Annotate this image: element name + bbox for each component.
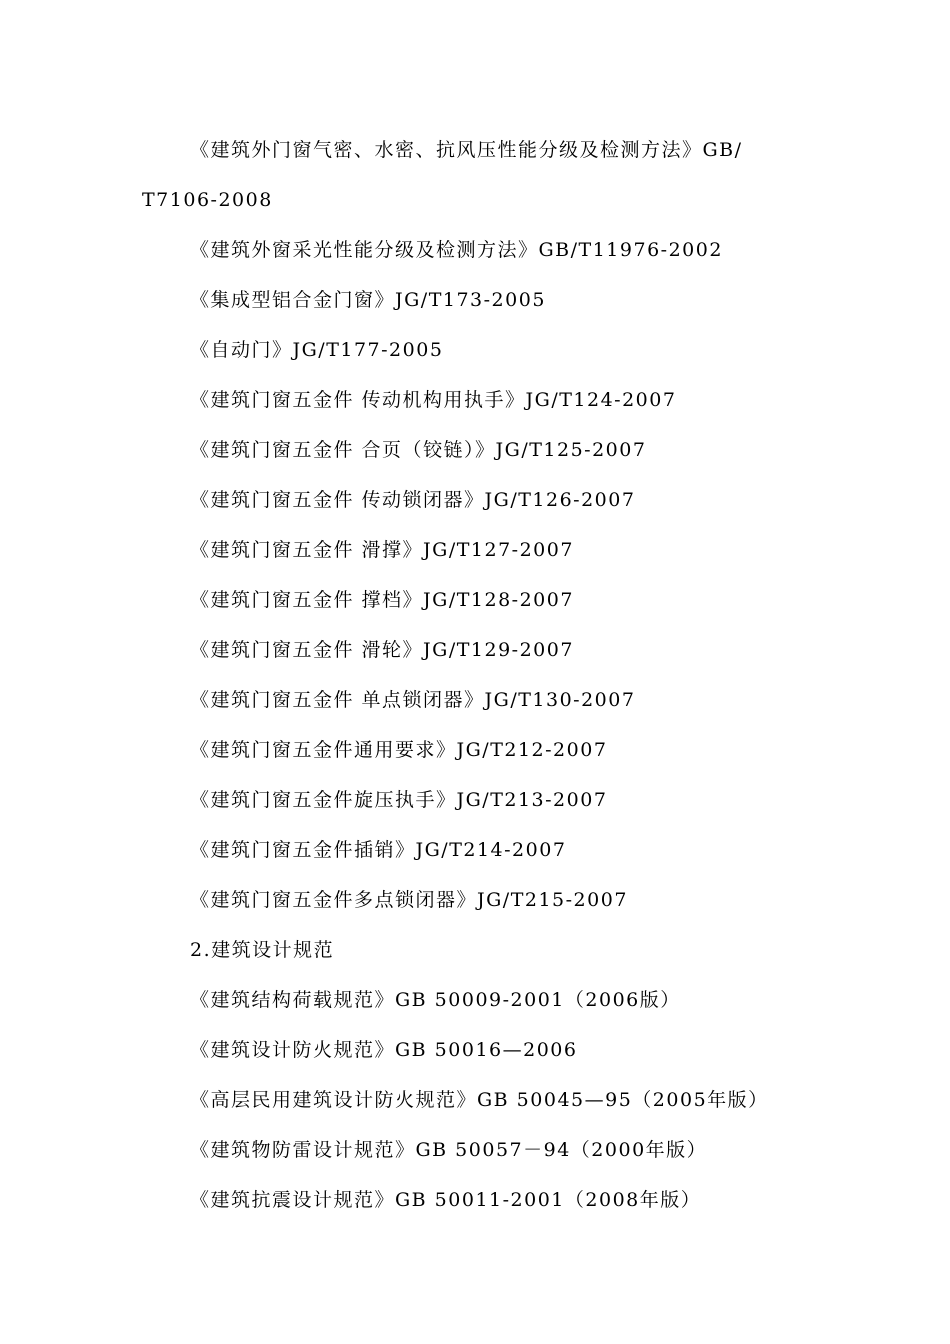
standard-line-11: 《建筑门窗五金件 单点锁闭器》JG/T130-2007	[190, 689, 636, 711]
standard-line-9: 《建筑门窗五金件 撑档》JG/T128-2007	[190, 589, 574, 611]
standard-line-15: 《建筑门窗五金件多点锁闭器》JG/T215-2007	[190, 889, 628, 911]
standard-line-7: 《建筑门窗五金件 传动锁闭器》JG/T126-2007	[190, 489, 636, 511]
standard-line-3: 《集成型铝合金门窗》JG/T173-2005	[190, 289, 546, 311]
section-heading: 2.建筑设计规范	[190, 939, 335, 961]
standard-line-20: 《建筑抗震设计规范》GB 50011-2001（2008年版）	[190, 1189, 702, 1211]
standard-line-13: 《建筑门窗五金件旋压执手》JG/T213-2007	[190, 789, 608, 811]
standard-line-12: 《建筑门窗五金件通用要求》JG/T212-2007	[190, 739, 608, 761]
standard-line-1-continued: T7106-2008	[142, 189, 273, 211]
standard-line-16: 《建筑结构荷载规范》GB 50009-2001（2006版）	[190, 989, 681, 1011]
standard-line-1: 《建筑外门窗气密、水密、抗风压性能分级及检测方法》GB/	[190, 139, 743, 161]
standard-line-8: 《建筑门窗五金件 滑撑》JG/T127-2007	[190, 539, 574, 561]
standard-line-10: 《建筑门窗五金件 滑轮》JG/T129-2007	[190, 639, 574, 661]
standard-line-17: 《建筑设计防火规范》GB 50016—2006	[190, 1039, 578, 1061]
standard-line-5: 《建筑门窗五金件 传动机构用执手》JG/T124-2007	[190, 389, 677, 411]
standard-line-19: 《建筑物防雷设计规范》GB 50057－94（2000年版）	[190, 1139, 708, 1161]
standard-line-2: 《建筑外窗采光性能分级及检测方法》GB/T11976-2002	[190, 239, 723, 261]
standard-line-6: 《建筑门窗五金件 合页（铰链）》JG/T125-2007	[190, 439, 647, 461]
standard-line-4: 《自动门》JG/T177-2005	[190, 339, 444, 361]
standard-line-14: 《建筑门窗五金件插销》JG/T214-2007	[190, 839, 567, 861]
standard-line-18: 《高层民用建筑设计防火规范》GB 50045—95（2005年版）	[190, 1089, 769, 1111]
